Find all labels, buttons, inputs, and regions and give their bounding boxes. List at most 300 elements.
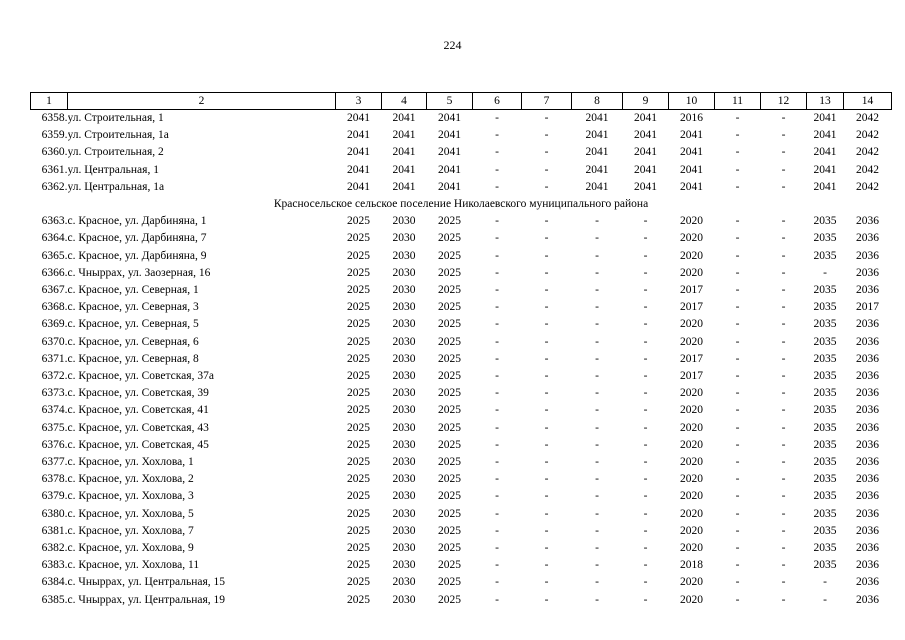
value-cell: 2041: [585, 129, 609, 142]
value-cell: -: [595, 404, 599, 417]
value-cell: 2025: [347, 370, 370, 383]
table-row: [31, 230, 892, 247]
value-cell: -: [595, 215, 599, 228]
address-cell: ул. Центральная, 1а: [67, 180, 165, 193]
value-cell: -: [495, 112, 499, 124]
value-cell: 2041: [438, 146, 461, 159]
value-cell: 2025: [347, 490, 370, 503]
table-row: [31, 351, 892, 368]
address-cell: с. Красное, ул. Советская, 39: [67, 387, 209, 400]
row-number: 6370.: [41, 335, 68, 348]
value-cell: -: [495, 438, 499, 451]
value-cell: 2030: [392, 318, 416, 331]
value-cell: 2025: [438, 318, 461, 331]
table-row: [31, 368, 892, 385]
value-cell: -: [544, 163, 549, 176]
value-cell: 2035: [813, 318, 837, 331]
value-cell: -: [544, 146, 549, 159]
value-cell: 2025: [347, 593, 370, 606]
value-cell: -: [735, 524, 740, 537]
row-number: 6385.: [41, 593, 68, 606]
value-cell: -: [735, 163, 740, 176]
value-cell: 2035: [813, 249, 837, 262]
value-cell: -: [595, 524, 599, 537]
value-cell: 2041: [585, 146, 609, 159]
value-cell: 2042: [856, 112, 879, 124]
value-cell: -: [544, 473, 549, 486]
value-cell: 2020: [680, 524, 703, 537]
value-cell: -: [495, 507, 499, 520]
value-cell: -: [735, 507, 740, 520]
value-cell: 2035: [813, 284, 837, 297]
value-cell: -: [544, 249, 549, 262]
value-cell: 2042: [856, 163, 879, 176]
value-cell: -: [735, 232, 740, 245]
value-cell: 2030: [392, 301, 416, 314]
value-cell: -: [643, 559, 648, 572]
value-cell: -: [495, 490, 499, 503]
value-cell: 2036: [856, 318, 879, 331]
value-cell: -: [643, 284, 648, 297]
row-number: 6377.: [41, 456, 68, 469]
value-cell: -: [735, 352, 740, 365]
value-cell: -: [495, 335, 499, 348]
address-cell: с. Красное, ул. Хохлова, 5: [67, 507, 194, 520]
table-row: [31, 574, 892, 591]
table-row: [31, 144, 892, 161]
value-cell: 2025: [347, 404, 370, 417]
value-cell: -: [544, 352, 549, 365]
value-cell: 2035: [813, 421, 837, 434]
value-cell: 2041: [634, 163, 657, 176]
value-cell: -: [495, 215, 499, 228]
value-cell: 2036: [856, 542, 879, 555]
column-header: 11: [715, 93, 761, 110]
column-header: 5: [427, 93, 473, 110]
value-cell: -: [781, 318, 786, 331]
value-cell: 2036: [856, 370, 879, 383]
value-cell: 2017: [856, 301, 879, 314]
value-cell: -: [643, 542, 648, 555]
value-cell: -: [735, 593, 740, 606]
value-cell: 2025: [438, 352, 461, 365]
value-cell: 2025: [438, 266, 461, 279]
value-cell: -: [735, 438, 740, 451]
table-row: [31, 385, 892, 402]
value-cell: -: [781, 542, 786, 555]
row-number: 6373.: [41, 387, 68, 400]
value-cell: 2030: [392, 490, 416, 503]
value-cell: 2041: [585, 180, 609, 193]
value-cell: -: [544, 387, 549, 400]
value-cell: -: [781, 232, 786, 245]
value-cell: 2025: [438, 490, 461, 503]
value-cell: 2035: [813, 456, 837, 469]
value-cell: 2025: [438, 387, 461, 400]
value-cell: 2035: [813, 370, 837, 383]
value-cell: 2035: [813, 559, 837, 572]
column-header: 12: [761, 93, 807, 110]
value-cell: -: [595, 559, 599, 572]
value-cell: -: [495, 301, 499, 314]
value-cell: -: [595, 473, 599, 486]
value-cell: -: [495, 266, 499, 279]
value-cell: -: [735, 266, 740, 279]
table-row: [31, 540, 892, 557]
value-cell: 2035: [813, 404, 837, 417]
value-cell: 2030: [392, 352, 416, 365]
value-cell: 2035: [813, 301, 837, 314]
value-cell: -: [735, 215, 740, 228]
value-cell: -: [781, 215, 786, 228]
address-cell: с. Красное, ул. Советская, 37а: [67, 370, 214, 383]
value-cell: 2035: [813, 335, 837, 348]
section-heading: Красносельское сельское поселение Николаевского муниципального района: [273, 198, 649, 211]
value-cell: 2041: [438, 129, 461, 142]
value-cell: 2041: [813, 146, 837, 159]
value-cell: 2036: [856, 335, 879, 348]
value-cell: -: [735, 284, 740, 297]
value-cell: 2041: [813, 163, 837, 176]
value-cell: -: [735, 456, 740, 469]
column-header: 8: [572, 93, 623, 110]
value-cell: 2020: [680, 473, 703, 486]
value-cell: 2041: [392, 146, 416, 159]
value-cell: 2036: [856, 352, 879, 365]
value-cell: 2036: [856, 456, 879, 469]
value-cell: -: [643, 576, 648, 589]
value-cell: -: [544, 490, 549, 503]
value-cell: 2030: [392, 370, 416, 383]
row-number: 6359.: [41, 129, 68, 142]
value-cell: 2025: [438, 456, 461, 469]
value-cell: -: [643, 593, 648, 606]
row-number: 6367.: [41, 284, 68, 297]
value-cell: -: [595, 232, 599, 245]
value-cell: -: [735, 559, 740, 572]
value-cell: -: [781, 593, 786, 606]
value-cell: -: [595, 335, 599, 348]
value-cell: -: [495, 370, 499, 383]
value-cell: -: [544, 112, 549, 124]
value-cell: 2025: [438, 301, 461, 314]
value-cell: -: [781, 249, 786, 262]
value-cell: -: [781, 421, 786, 434]
value-cell: 2030: [392, 456, 416, 469]
value-cell: 2041: [680, 146, 703, 159]
row-number: 6374.: [41, 404, 68, 417]
row-number: 6358.: [41, 112, 68, 124]
value-cell: -: [781, 507, 786, 520]
value-cell: -: [495, 387, 499, 400]
value-cell: 2041: [347, 146, 370, 159]
table-row: [31, 282, 892, 299]
value-cell: 2041: [347, 129, 370, 142]
value-cell: 2041: [438, 112, 461, 124]
value-cell: -: [544, 456, 549, 469]
value-cell: 2041: [813, 112, 837, 124]
value-cell: 2035: [813, 524, 837, 537]
value-cell: 2042: [856, 146, 879, 159]
value-cell: -: [643, 524, 648, 537]
value-cell: -: [823, 576, 827, 589]
column-header: 4: [382, 93, 427, 110]
value-cell: -: [595, 576, 599, 589]
value-cell: -: [643, 438, 648, 451]
value-cell: 2017: [680, 301, 703, 314]
value-cell: -: [495, 146, 499, 159]
value-cell: 2017: [680, 352, 703, 365]
value-cell: -: [595, 421, 599, 434]
value-cell: 2036: [856, 215, 879, 228]
column-header: 6: [473, 93, 522, 110]
row-number: 6360.: [41, 146, 68, 159]
value-cell: -: [781, 576, 786, 589]
value-cell: 2035: [813, 490, 837, 503]
value-cell: 2025: [347, 421, 370, 434]
value-cell: -: [643, 266, 648, 279]
table-row: [31, 299, 892, 316]
value-cell: 2025: [347, 318, 370, 331]
address-cell: с. Чныррах, ул. Заозерная, 16: [67, 266, 211, 279]
value-cell: -: [735, 112, 740, 124]
value-cell: 2020: [680, 438, 703, 451]
value-cell: 2036: [856, 576, 879, 589]
value-cell: 2030: [392, 404, 416, 417]
row-number: 6379.: [41, 490, 68, 503]
value-cell: 2025: [438, 232, 461, 245]
value-cell: -: [735, 576, 740, 589]
value-cell: 2030: [392, 266, 416, 279]
address-cell: с. Красное, ул. Советская, 41: [67, 404, 209, 417]
value-cell: 2020: [680, 318, 703, 331]
value-cell: -: [735, 542, 740, 555]
value-cell: -: [643, 473, 648, 486]
value-cell: -: [595, 352, 599, 365]
value-cell: -: [544, 593, 549, 606]
value-cell: 2041: [634, 112, 657, 124]
value-cell: -: [781, 370, 786, 383]
address-cell: ул. Строительная, 1а: [67, 129, 169, 142]
value-cell: 2025: [438, 507, 461, 520]
table-body: [31, 110, 892, 609]
value-cell: 2036: [856, 593, 879, 606]
value-cell: -: [495, 559, 499, 572]
value-cell: -: [495, 180, 499, 193]
value-cell: 2036: [856, 232, 879, 245]
value-cell: -: [735, 421, 740, 434]
value-cell: 2030: [392, 559, 416, 572]
value-cell: -: [735, 335, 740, 348]
table-row: [31, 488, 892, 505]
value-cell: 2035: [813, 232, 837, 245]
table-row: [31, 437, 892, 454]
value-cell: -: [544, 215, 549, 228]
value-cell: -: [781, 180, 786, 193]
address-cell: с. Красное, ул. Дарбиняна, 1: [67, 215, 207, 228]
value-cell: -: [544, 421, 549, 434]
value-cell: 2036: [856, 404, 879, 417]
row-number: 6362.: [41, 180, 68, 193]
value-cell: -: [595, 318, 599, 331]
value-cell: 2020: [680, 266, 703, 279]
value-cell: 2041: [634, 146, 657, 159]
row-number: 6384.: [41, 576, 68, 589]
value-cell: 2041: [392, 129, 416, 142]
value-cell: 2030: [392, 438, 416, 451]
value-cell: -: [544, 507, 549, 520]
column-header: 13: [807, 93, 844, 110]
value-cell: -: [495, 524, 499, 537]
column-header: 2: [68, 93, 336, 110]
value-cell: -: [735, 473, 740, 486]
value-cell: -: [735, 318, 740, 331]
value-cell: -: [595, 542, 599, 555]
value-cell: 2020: [680, 593, 703, 606]
value-cell: 2036: [856, 507, 879, 520]
value-cell: -: [595, 301, 599, 314]
row-number: 6366.: [41, 266, 68, 279]
value-cell: 2020: [680, 542, 703, 555]
value-cell: 2030: [392, 421, 416, 434]
value-cell: -: [781, 456, 786, 469]
value-cell: -: [735, 370, 740, 383]
address-cell: с. Красное, ул. Северная, 1: [67, 284, 199, 297]
address-cell: с. Чныррах, ул. Центральная, 15: [67, 576, 226, 589]
value-cell: 2036: [856, 266, 879, 279]
value-cell: 2025: [347, 335, 370, 348]
row-number: 6363.: [41, 215, 68, 228]
table-row: [31, 454, 892, 471]
value-cell: 2025: [438, 421, 461, 434]
value-cell: 2025: [438, 370, 461, 383]
table-row: [31, 162, 892, 179]
value-cell: 2035: [813, 352, 837, 365]
value-cell: 2025: [438, 542, 461, 555]
row-number: 6380.: [41, 507, 68, 520]
value-cell: -: [735, 301, 740, 314]
value-cell: 2035: [813, 387, 837, 400]
value-cell: -: [823, 266, 827, 279]
value-cell: 2042: [856, 129, 879, 142]
value-cell: -: [495, 576, 499, 589]
value-cell: 2025: [347, 215, 370, 228]
value-cell: -: [544, 180, 549, 193]
value-cell: 2025: [347, 559, 370, 572]
value-cell: -: [495, 129, 499, 142]
address-cell: с. Красное, ул. Северная, 5: [67, 318, 199, 331]
value-cell: 2041: [347, 163, 370, 176]
address-cell: ул. Строительная, 1: [67, 112, 164, 124]
row-number: 6381.: [41, 524, 68, 537]
value-cell: 2025: [347, 301, 370, 314]
value-cell: 2036: [856, 438, 879, 451]
value-cell: -: [544, 129, 549, 142]
value-cell: -: [544, 335, 549, 348]
value-cell: 2030: [392, 335, 416, 348]
address-cell: с. Красное, ул. Хохлова, 3: [67, 490, 194, 503]
value-cell: 2020: [680, 335, 703, 348]
value-cell: 2017: [680, 284, 703, 297]
value-cell: -: [495, 593, 499, 606]
value-cell: 2025: [438, 593, 461, 606]
value-cell: -: [495, 232, 499, 245]
value-cell: -: [781, 266, 786, 279]
table-row: [31, 248, 892, 265]
value-cell: -: [595, 593, 599, 606]
value-cell: 2025: [438, 404, 461, 417]
value-cell: -: [643, 490, 648, 503]
value-cell: 2020: [680, 507, 703, 520]
value-cell: 2030: [392, 524, 416, 537]
address-cell: ул. Строительная, 2: [67, 146, 164, 159]
table-row: [31, 179, 892, 196]
value-cell: 2041: [634, 180, 657, 193]
row-number: 6364.: [41, 232, 68, 245]
table-row: [31, 523, 892, 540]
value-cell: -: [544, 404, 549, 417]
value-cell: 2025: [438, 249, 461, 262]
address-cell: ул. Центральная, 1: [67, 163, 159, 176]
row-number: 6369.: [41, 318, 68, 331]
value-cell: -: [735, 490, 740, 503]
value-cell: 2041: [392, 112, 416, 124]
value-cell: 2030: [392, 473, 416, 486]
value-cell: 2030: [392, 593, 416, 606]
value-cell: 2020: [680, 456, 703, 469]
value-cell: 2025: [347, 507, 370, 520]
value-cell: 2025: [438, 559, 461, 572]
value-cell: -: [643, 456, 648, 469]
value-cell: 2036: [856, 284, 879, 297]
value-cell: 2025: [347, 387, 370, 400]
row-number: 6371.: [41, 352, 68, 365]
value-cell: -: [643, 232, 648, 245]
value-cell: 2030: [392, 249, 416, 262]
value-cell: -: [781, 438, 786, 451]
value-cell: -: [495, 542, 499, 555]
value-cell: -: [781, 335, 786, 348]
value-cell: -: [544, 284, 549, 297]
value-cell: -: [544, 559, 549, 572]
row-number: 6368.: [41, 301, 68, 314]
value-cell: 2020: [680, 404, 703, 417]
column-header: 3: [336, 93, 382, 110]
value-cell: 2025: [438, 438, 461, 451]
value-cell: 2041: [347, 112, 370, 124]
value-cell: 2041: [634, 129, 657, 142]
value-cell: 2025: [438, 576, 461, 589]
value-cell: -: [595, 249, 599, 262]
value-cell: 2036: [856, 421, 879, 434]
column-header: 14: [844, 93, 892, 110]
value-cell: 2020: [680, 576, 703, 589]
table-row: [31, 265, 892, 282]
row-number: 6376.: [41, 438, 68, 451]
value-cell: 2030: [392, 507, 416, 520]
value-cell: -: [544, 438, 549, 451]
address-cell: с. Красное, ул. Хохлова, 1: [67, 456, 194, 469]
column-header: 7: [522, 93, 572, 110]
address-cell: с. Красное, ул. Хохлова, 9: [67, 542, 194, 555]
value-cell: -: [595, 490, 599, 503]
value-cell: 2035: [813, 473, 837, 486]
table-row: [31, 420, 892, 437]
value-cell: 2041: [392, 180, 416, 193]
value-cell: 2025: [347, 352, 370, 365]
value-cell: -: [544, 542, 549, 555]
column-header: 1: [31, 93, 68, 110]
